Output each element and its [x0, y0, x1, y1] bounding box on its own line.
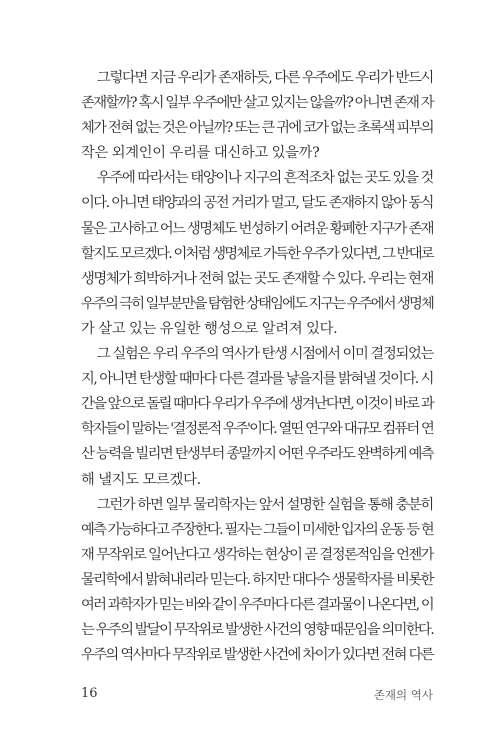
text-line: 간을 앞으로 돌릴 때마다 우리가 우주에 생겨난다면, 이것이 바로 과	[81, 396, 433, 413]
page-number: 16	[81, 686, 98, 701]
text-line: 예측 가능하다고 주장한다. 필자는 그들이 미세한 입자의 운동 등 현	[81, 521, 433, 538]
paragraph	[81, 342, 433, 493]
paragraph	[81, 66, 433, 166]
text-line: 산 능력을 빌리면 탄생부터 종말까지 어떤 우주라도 완벽하게 예측	[81, 446, 433, 463]
text-line: 그런가 하면 일부 물리학자는 앞서 설명한 실험을 통해 충분히	[97, 496, 433, 513]
text-line: 생명체가 희박하거나 전혀 없는 곳도 존재할 수 있다. 우리는 현재	[81, 270, 433, 287]
text-line: 작은 외계인이 우리를 대신하고 있을까?	[81, 145, 320, 162]
text-line: 재 무작위로 일어난다고 생각하는 현상이 곧 결정론적임을 언젠가	[81, 546, 433, 563]
text-line: 는 우주의 발달이 무작위로 발생한 사건의 영향 때문임을 의미한다.	[81, 622, 434, 639]
text-line: 물리학에서 밝혀내리라 믿는다. 하지만 대다수 생물학자를 비롯한	[81, 571, 433, 588]
text-line: 그 실험은 우리 우주의 역사가 탄생 시점에서 이미 결정되었는	[97, 346, 433, 363]
text-line: 존재할까? 혹시 일부 우주에만 살고 있지는 않을까? 아니면 존재 자	[81, 95, 433, 112]
paragraph	[81, 166, 433, 342]
text-line: 학자들이 말하는 '결정론적 우주'이다. 열띤 연구와 대규모 컴퓨터 연	[81, 421, 433, 438]
text-line: 우주의 역사마다 무작위로 발생한 사건에 차이가 있다면 전혀 다른	[81, 647, 433, 664]
text-line: 가 살고 있는 유일한 행성으로 알려져 있다.	[81, 320, 338, 337]
page-footer	[81, 686, 433, 706]
paragraph	[81, 493, 433, 669]
running-title: 존재의 역사	[373, 688, 433, 702]
text-line: 물은 고사하고 어느 생명체도 번성하기 어려운 황폐한 지구가 존재	[81, 220, 433, 237]
text-line: 할지도 모르겠다. 이처럼 생명체로 가득한 우주가 있다면, 그 반대로	[81, 245, 433, 262]
text-line: 체가 전혀 없는 것은 아닐까? 또는 큰 귀에 코가 없는 초록색 피부의	[81, 120, 433, 137]
text-line: 이다. 아니면 태양과의 공전 거리가 멀고, 달도 존재하지 않아 동식	[81, 195, 433, 212]
text-line: 지, 아니면 탄생할 때마다 다른 결과를 낳을지를 밝혀낼 것이다. 시	[81, 371, 433, 388]
text-line: 그렇다면 지금 우리가 존재하듯, 다른 우주에도 우리가 반드시	[97, 70, 433, 86]
body-text	[81, 66, 433, 668]
text-line: 우주에 따라서는 태양이나 지구의 흔적조차 없는 곳도 있을 것	[97, 170, 433, 187]
text-line: 여러 과학자가 믿는 바와 같이 우주마다 다른 결과물이 나온다면, 이	[81, 596, 433, 613]
text-line: 해 낼지도 모르겠다.	[81, 471, 201, 488]
text-line: 우주의 극히 일부분만을 탐험한 상태임에도 지구는 우주에서 생명체	[81, 295, 434, 312]
